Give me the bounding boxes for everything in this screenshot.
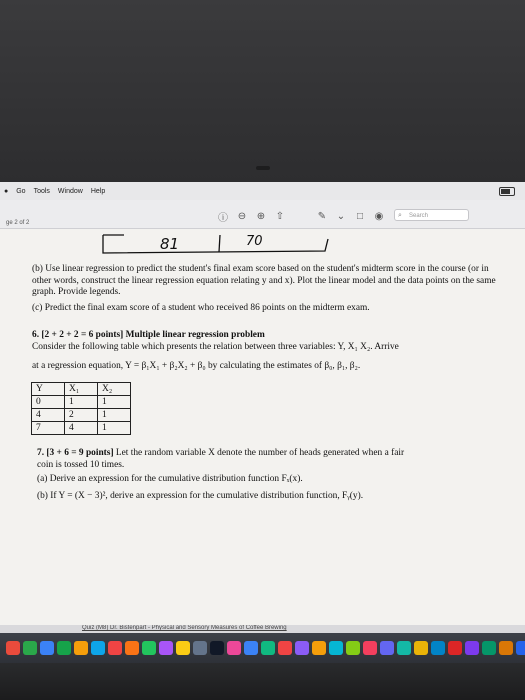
search-placeholder: Search <box>409 213 429 219</box>
rotate-icon[interactable]: □ <box>356 211 364 222</box>
table-row <box>32 396 131 409</box>
dock-app-icon[interactable] <box>499 641 513 655</box>
browser-tab-title[interactable]: Quiz (M8) Dr. Bistenpart - Physical and Sensory Measures of Coffee Brewing <box>82 625 287 631</box>
q6-line1: Consider the following table which presents the relation between three variables: Y, X₁ X₂. Arrive <box>32 342 399 352</box>
part-b-text: (b) Use linear regression to predict the student's final exam score based on the student's midterm score in the course (or in other words, construct the linear regression equation relating y and x). Plot the linear model and the data points on the same graph. Provide legends. <box>32 264 496 298</box>
q7-heading: 7. [3 + 6 = 9 points] <box>37 448 114 458</box>
dock-app-icon[interactable] <box>142 641 156 655</box>
dock-app-icon[interactable] <box>329 641 343 655</box>
dock-app-icon[interactable] <box>74 641 88 655</box>
laptop-bezel-bottom <box>0 663 525 700</box>
table-header: X₂ <box>98 383 131 396</box>
dock-app-icon[interactable] <box>40 641 54 655</box>
zoom-in-icon[interactable]: ⊕ <box>256 211 266 222</box>
dock-app-icon[interactable] <box>448 641 462 655</box>
laptop-bezel-top <box>0 0 525 182</box>
table-cell: 4 <box>65 422 98 435</box>
info-icon[interactable]: ⓘ <box>218 213 228 224</box>
search-icon: ⌕ <box>398 212 402 219</box>
toolbar-icons <box>218 209 384 224</box>
table-header-row <box>32 383 131 396</box>
table-header: X₁ <box>65 383 98 396</box>
dock-app-icon[interactable] <box>431 641 445 655</box>
dock-app-icon[interactable] <box>516 641 525 655</box>
dock-app-icon[interactable] <box>414 641 428 655</box>
table-cell: 1 <box>65 396 98 409</box>
dock-app-icon[interactable] <box>193 641 207 655</box>
dock-app-icon[interactable] <box>244 641 258 655</box>
dock-app-icon[interactable] <box>363 641 377 655</box>
table-cell: 1 <box>98 409 131 422</box>
annotate-icon[interactable]: ◉ <box>374 211 384 222</box>
table-cell: 4 <box>32 409 65 422</box>
document-content <box>0 229 525 625</box>
table-cell: 1 <box>98 396 131 409</box>
dock-app-icon[interactable] <box>227 641 241 655</box>
dock-app-icon[interactable] <box>380 641 394 655</box>
dock-app-icon[interactable] <box>125 641 139 655</box>
table-row <box>32 409 131 422</box>
menu-help[interactable]: Help <box>90 187 106 195</box>
q7-part-b: (b) If Y = (X − 3)², derive an expression for the cumulative distribution function, Fᵧ(y). <box>37 491 364 501</box>
handwritten-score-right: 70 <box>246 234 263 249</box>
menu-tools[interactable]: Tools <box>33 187 50 195</box>
apple-menu-icon[interactable]: ● <box>4 187 9 195</box>
dock-app-icon[interactable] <box>465 641 479 655</box>
table-row <box>32 422 131 435</box>
menu-bar <box>0 182 525 200</box>
table-cell: 1 <box>98 422 131 435</box>
q7-line1: Let the random variable X denote the number of heads generated when a fair <box>113 448 405 458</box>
markup-pen-icon[interactable]: ✎ <box>317 211 327 222</box>
zoom-out-icon[interactable]: ⊖ <box>237 211 247 222</box>
dock-app-icon[interactable] <box>261 641 275 655</box>
q7-line2: coin is tossed 10 times. <box>37 460 125 470</box>
dock-app-icon[interactable] <box>159 641 173 655</box>
dock-app-icon[interactable] <box>108 641 122 655</box>
dock-app-icon[interactable] <box>23 641 37 655</box>
q6-heading: 6. [2 + 2 + 2 = 6 points] Multiple linear regression problem <box>32 330 265 340</box>
dock-app-icon[interactable] <box>397 641 411 655</box>
dock-app-icon[interactable] <box>482 641 496 655</box>
browser-tab-strip <box>0 625 525 633</box>
document-page <box>0 229 525 625</box>
dock <box>0 633 525 663</box>
menu-go[interactable]: Go <box>16 187 26 195</box>
dock-app-icon[interactable] <box>346 641 360 655</box>
preview-toolbar <box>0 200 525 229</box>
variables-table <box>31 382 131 435</box>
table-cell: 0 <box>32 396 65 409</box>
handwritten-score-left: 81 <box>160 235 180 253</box>
dock-app-icon[interactable] <box>295 641 309 655</box>
share-icon[interactable]: ⇧ <box>275 211 285 222</box>
search-input[interactable] <box>394 209 469 221</box>
dock-app-icon[interactable] <box>6 641 20 655</box>
q7-part-a: (a) Derive an expression for the cumulative distribution function Fₓ(x). <box>37 474 303 484</box>
battery-icon[interactable] <box>499 187 515 196</box>
dock-app-icon[interactable] <box>176 641 190 655</box>
dock-app-icon[interactable] <box>210 641 224 655</box>
handwritten-box <box>100 231 330 255</box>
dock-app-icon[interactable] <box>278 641 292 655</box>
dock-app-icon[interactable] <box>91 641 105 655</box>
part-c-text: (c) Predict the final exam score of a student who received 86 points on the midterm exam. <box>32 303 370 313</box>
table-header: Y <box>32 383 65 396</box>
table-cell: 7 <box>32 422 65 435</box>
table-cell: 2 <box>65 409 98 422</box>
q7-line1-wrap <box>37 448 502 460</box>
dock-app-icon[interactable] <box>312 641 326 655</box>
page-indicator: ge 2 of 2 <box>6 220 30 226</box>
camera-icon <box>256 166 270 170</box>
dock-app-icon[interactable] <box>57 641 71 655</box>
q6-line2: at a regression equation, Y = β₁X₁ + β₂X₂ + β₀ by calculating the estimates of β₀, β₁, β₂. <box>32 361 361 371</box>
menu-window[interactable]: Window <box>57 187 83 195</box>
chevron-down-icon[interactable]: ⌄ <box>336 211 346 222</box>
